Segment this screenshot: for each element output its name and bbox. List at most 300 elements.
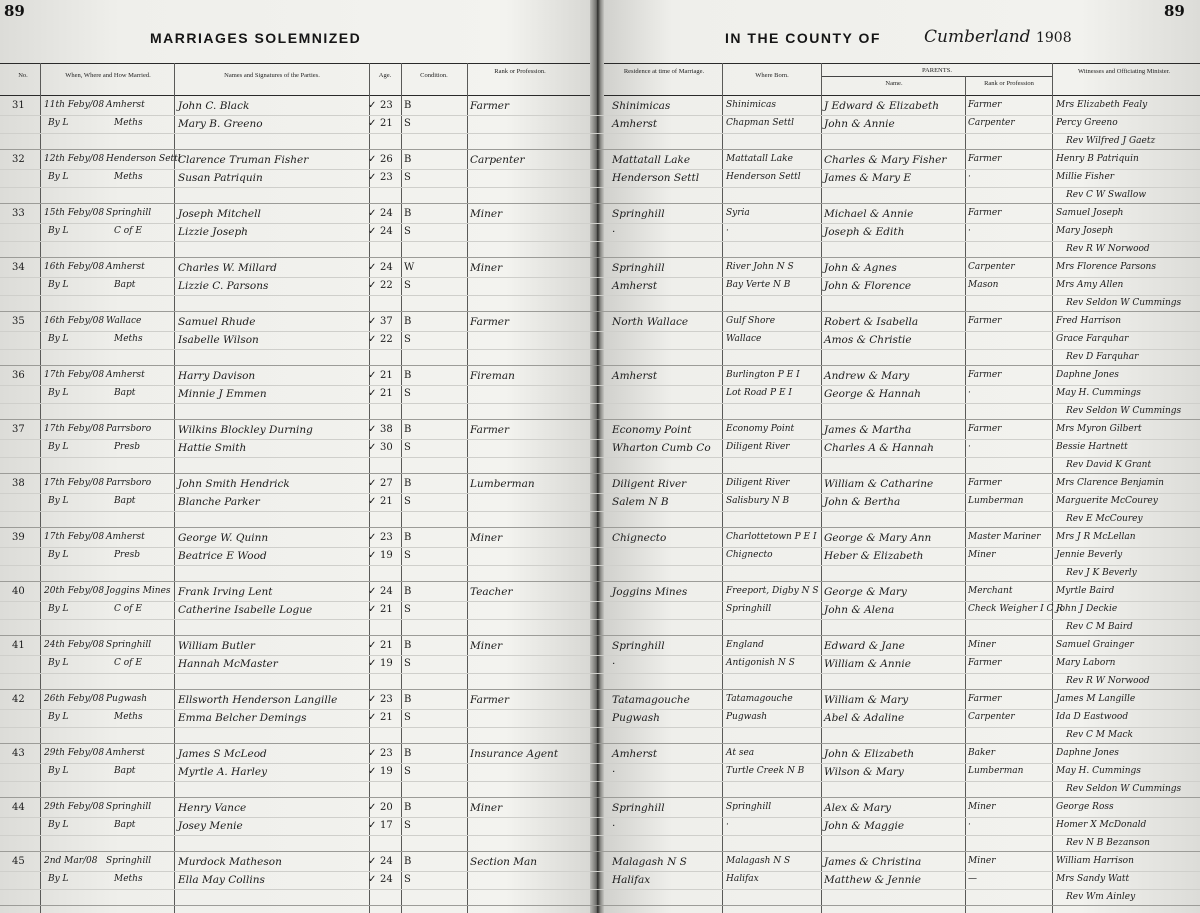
entry-no: 32 xyxy=(12,154,25,165)
entry-groom-cond: B xyxy=(404,640,412,651)
entry-bride-age: 21 xyxy=(380,604,393,615)
entry-bride-cond: S xyxy=(404,388,411,399)
entry-how: By L xyxy=(48,442,69,452)
entry-bride-res: Salem N B xyxy=(612,496,669,508)
age-check-mark: ✓ xyxy=(368,316,377,327)
entry-witness1: Fred Harrison xyxy=(1056,316,1122,326)
entry-groom: Wilkins Blockley Durning xyxy=(178,424,313,436)
entry-groom-born: At sea xyxy=(726,748,755,758)
entry-minister: Rev Seldon W Cummings xyxy=(1066,298,1182,308)
entry-bride-parents: John & Bertha xyxy=(824,496,901,508)
entry-bride-res: · xyxy=(612,766,616,778)
entry-no: 33 xyxy=(12,208,25,219)
age-check-mark: ✓ xyxy=(368,478,377,489)
entry-minister: Rev Wm Ainley xyxy=(1066,892,1136,902)
entry-bride-born: Springhill xyxy=(726,604,772,614)
ruled-line xyxy=(0,727,1200,728)
entry-groom-born: Springhill xyxy=(726,802,772,812)
entry-witness1: Samuel Joseph xyxy=(1056,208,1124,218)
entry-date: 2nd Mar/08 xyxy=(44,856,98,866)
ruled-line xyxy=(0,493,1200,494)
entry-bride-born: Halifax xyxy=(726,874,759,884)
entry-no: 44 xyxy=(12,802,25,813)
entry-groom-age: 24 xyxy=(380,586,393,597)
entry-date: 17th Feby/08 xyxy=(44,424,105,434)
entry-groom-cond: B xyxy=(404,478,412,489)
age-check-mark: ✓ xyxy=(368,532,377,543)
entry-witness1: William Harrison xyxy=(1056,856,1134,866)
entry-bride: Lizzie C. Parsons xyxy=(178,280,269,292)
entry-bride-age: 21 xyxy=(380,496,393,507)
entry-witness2: Ida D Eastwood xyxy=(1056,712,1129,722)
entry-date: 15th Feby/08 xyxy=(44,208,105,218)
entry-place: Henderson Settl xyxy=(106,154,181,164)
entry-groom-parent-rank: Farmer xyxy=(968,154,1002,164)
ruled-line xyxy=(0,871,1200,872)
age-check-mark: ✓ xyxy=(368,802,377,813)
parents-sub-rule xyxy=(822,76,1052,77)
entry-groom-parent-rank: Baker xyxy=(968,748,996,758)
entry-bride-born: Salisbury N B xyxy=(726,496,790,506)
entry-witness2: Jennie Beverly xyxy=(1056,550,1123,560)
entry-bride-parent-rank: Lumberman xyxy=(968,766,1024,776)
entry-denom: C of E xyxy=(114,604,142,614)
entry-groom-cond: B xyxy=(404,748,412,759)
entry-witness2: John J Deckie xyxy=(1056,604,1118,614)
entry-groom-parents: John & Agnes xyxy=(824,262,897,274)
entry-groom-parents: James & Christina xyxy=(824,856,922,868)
ruled-line xyxy=(0,439,1200,440)
entry-witness2: Homer X McDonald xyxy=(1056,820,1147,830)
entry-groom-born: Economy Point xyxy=(726,424,795,434)
entry-groom: Henry Vance xyxy=(178,802,247,814)
ruled-line xyxy=(0,511,1200,512)
entry-groom-res: Amherst xyxy=(612,370,658,382)
entry-witness2: May H. Cummings xyxy=(1056,388,1141,398)
entry-witness1: James M Langille xyxy=(1056,694,1136,704)
entry-date: 17th Feby/08 xyxy=(44,478,105,488)
county-name: Cumberland xyxy=(924,27,1031,47)
header-born: Where Born. xyxy=(755,72,789,79)
entry-how: By L xyxy=(48,388,69,398)
ruled-line xyxy=(0,115,1200,116)
entry-bride-cond: S xyxy=(404,712,411,723)
entry-place: Amherst xyxy=(106,262,145,272)
entry-date: 20th Feby/08 xyxy=(44,586,105,596)
entry-bride: Myrtle A. Harley xyxy=(178,766,268,778)
age-check-mark: ✓ xyxy=(368,694,377,705)
entry-groom-parents: William & Catharine xyxy=(824,478,934,490)
entry-bride-age: 22 xyxy=(380,280,393,291)
entry-minister: Rev C M Baird xyxy=(1066,622,1133,632)
entry-witness1: Henry B Patriquin xyxy=(1056,154,1139,164)
entry-groom-age: 37 xyxy=(380,316,393,327)
register-entry-row xyxy=(0,799,1200,852)
entry-bride-parents: Amos & Christie xyxy=(824,334,912,346)
entry-groom-cond: W xyxy=(404,262,415,273)
entry-place: Springhill xyxy=(106,856,152,866)
entry-bride-born: Henderson Settl xyxy=(726,172,801,182)
entry-date: 26th Feby/08 xyxy=(44,694,105,704)
entry-groom-parents: George & Mary xyxy=(824,586,907,598)
entry-denom: Meths xyxy=(114,874,143,884)
entry-bride: Minnie J Emmen xyxy=(178,388,267,400)
entry-groom-parents: Andrew & Mary xyxy=(824,370,910,382)
entry-groom-parents: Michael & Annie xyxy=(824,208,914,220)
entry-groom-res: Tatamagouche xyxy=(612,694,690,706)
age-check-mark: ✓ xyxy=(368,100,377,111)
entry-minister: Rev C M Mack xyxy=(1066,730,1133,740)
entry-witness1: Daphne Jones xyxy=(1056,748,1119,758)
entry-groom-rank: Farmer xyxy=(470,694,510,706)
entry-bride-res: Henderson Settl xyxy=(612,172,700,184)
ruled-line xyxy=(0,763,1200,764)
entry-groom-born: England xyxy=(726,640,764,650)
entry-denom: Meths xyxy=(114,118,143,128)
entry-groom-rank: Farmer xyxy=(470,100,510,112)
entry-witness2: Percy Greeno xyxy=(1056,118,1118,128)
entry-groom-age: 23 xyxy=(380,532,393,543)
entry-groom-cond: B xyxy=(404,856,412,867)
left-page-number: 89 xyxy=(4,2,25,20)
entry-groom-parents: George & Mary Ann xyxy=(824,532,932,544)
entry-witness2: Grace Farquhar xyxy=(1056,334,1129,344)
age-check-mark: ✓ xyxy=(368,604,377,615)
entry-groom-parent-rank: Farmer xyxy=(968,316,1002,326)
entry-groom-rank: Lumberman xyxy=(470,478,535,490)
entry-bride: Hattie Smith xyxy=(178,442,247,454)
entry-bride-born: Turtle Creek N B xyxy=(726,766,805,776)
entry-how: By L xyxy=(48,550,69,560)
entry-groom-born: Gulf Shore xyxy=(726,316,776,326)
entry-denom: Presb xyxy=(114,550,141,560)
age-check-mark: ✓ xyxy=(368,334,377,345)
header-when: When, Where and How Married. xyxy=(65,72,151,79)
ruled-line xyxy=(0,547,1200,548)
entry-no: 40 xyxy=(12,586,25,597)
entry-bride: Josey Menie xyxy=(178,820,243,832)
entry-groom-born: Freeport, Digby N S xyxy=(726,586,819,596)
entry-groom-rank: Farmer xyxy=(470,316,510,328)
entry-groom: Murdock Matheson xyxy=(178,856,282,868)
entry-bride-age: 21 xyxy=(380,712,393,723)
ruled-line xyxy=(0,835,1200,836)
entry-bride-parent-rank: Mason xyxy=(968,280,999,290)
entry-groom-born: River John N S xyxy=(726,262,794,272)
header-residence: Residence at time of Marriage. xyxy=(623,68,705,75)
entry-bride-res: · xyxy=(612,658,616,670)
entry-no: 42 xyxy=(12,694,25,705)
entry-witness1: Mrs Elizabeth Fealy xyxy=(1056,100,1148,110)
ruled-line xyxy=(0,169,1200,170)
header-witnesses: Witnesses and Officiating Minister. xyxy=(1077,68,1171,75)
entry-date: 17th Feby/08 xyxy=(44,370,105,380)
entry-bride-age: 19 xyxy=(380,658,393,669)
entry-groom-res: Springhill xyxy=(612,262,665,274)
entry-no: 45 xyxy=(12,856,25,867)
entry-groom-parents: William & Mary xyxy=(824,694,909,706)
header-top-rule-right xyxy=(604,63,1200,64)
left-page-title: MARRIAGES SOLEMNIZED xyxy=(150,30,362,46)
entry-groom-rank: Farmer xyxy=(470,424,510,436)
entry-bride-cond: S xyxy=(404,172,411,183)
entry-bride-parent-rank: Miner xyxy=(968,550,996,560)
entry-bride-born: Lot Road P E I xyxy=(726,388,792,398)
entry-groom-parent-rank: Miner xyxy=(968,640,996,650)
entry-minister: Rev R W Norwood xyxy=(1066,676,1150,686)
register-entry-row xyxy=(0,151,1200,204)
entry-groom-age: 20 xyxy=(380,802,393,813)
entry-bride-parents: William & Annie xyxy=(824,658,911,670)
entry-bride-born: Wallace xyxy=(726,334,762,344)
entry-groom-res: Economy Point xyxy=(612,424,692,436)
entry-place: Wallace xyxy=(106,316,142,326)
ruled-line xyxy=(0,241,1200,242)
entry-how: By L xyxy=(48,712,69,722)
entry-place: Parrsboro xyxy=(106,478,152,488)
entry-groom-born: Shinimicas xyxy=(726,100,776,110)
entry-how: By L xyxy=(48,496,69,506)
entry-bride-parent-rank: · xyxy=(968,172,971,182)
entry-groom-age: 23 xyxy=(380,694,393,705)
entry-groom-age: 23 xyxy=(380,100,393,111)
entry-bride-age: 30 xyxy=(380,442,393,453)
entry-bride-parents: John & Florence xyxy=(824,280,912,292)
entry-groom: John Smith Hendrick xyxy=(178,478,290,490)
ruled-line xyxy=(0,817,1200,818)
age-check-mark: ✓ xyxy=(368,154,377,165)
register-year: 1908 xyxy=(1035,30,1072,46)
ruled-line xyxy=(0,295,1200,296)
entry-bride-born: Bay Verte N B xyxy=(726,280,791,290)
age-check-mark: ✓ xyxy=(368,496,377,507)
entry-bride-parent-rank: · xyxy=(968,226,971,236)
entry-groom-parent-rank: Carpenter xyxy=(968,262,1015,272)
entry-bride-cond: S xyxy=(404,604,411,615)
entry-bride-age: 19 xyxy=(380,550,393,561)
age-check-mark: ✓ xyxy=(368,820,377,831)
entry-groom-rank: Teacher xyxy=(470,586,513,598)
entry-minister: Rev E McCourey xyxy=(1066,514,1143,524)
age-check-mark: ✓ xyxy=(368,550,377,561)
entry-bride-res: Wharton Cumb Co xyxy=(612,442,711,454)
entry-bride-parents: Charles A & Hannah xyxy=(824,442,934,454)
entry-bride-parent-rank: · xyxy=(968,442,971,452)
entry-witness1: Mrs J R McLellan xyxy=(1056,532,1136,542)
entry-bride-cond: S xyxy=(404,820,411,831)
entry-denom: Meths xyxy=(114,712,143,722)
entry-groom-res: Springhill xyxy=(612,208,665,220)
entry-groom-born: Diligent River xyxy=(726,478,790,488)
age-check-mark: ✓ xyxy=(368,172,377,183)
age-check-mark: ✓ xyxy=(368,874,377,885)
entry-place: Amherst xyxy=(106,532,145,542)
age-check-mark: ✓ xyxy=(368,766,377,777)
entry-groom-age: 23 xyxy=(380,748,393,759)
entry-no: 35 xyxy=(12,316,25,327)
entry-groom-born: Charlottetown P E I xyxy=(726,532,817,542)
entry-bride-res: Pugwash xyxy=(612,712,660,724)
entry-witness1: Daphne Jones xyxy=(1056,370,1119,380)
entry-date: 12th Feby/08 xyxy=(44,154,105,164)
entry-groom-parents: John & Elizabeth xyxy=(824,748,915,760)
entry-witness2: Mary Laborn xyxy=(1056,658,1116,668)
entry-bride-born: · xyxy=(726,226,729,236)
entry-bride-parent-rank: Check Weigher I C R xyxy=(968,604,1064,614)
entry-denom: Bapt xyxy=(114,766,136,776)
entry-groom-cond: B xyxy=(404,316,412,327)
entry-minister: Rev R W Norwood xyxy=(1066,244,1150,254)
register-entry-row xyxy=(0,745,1200,798)
entry-groom-res: Mattatall Lake xyxy=(612,154,691,166)
entry-how: By L xyxy=(48,280,69,290)
age-check-mark: ✓ xyxy=(368,442,377,453)
entry-bride-age: 21 xyxy=(380,118,393,129)
entry-bride-parent-rank: Carpenter xyxy=(968,118,1015,128)
header-bottom-rule xyxy=(0,95,590,96)
entry-bride-parents: John & Alena xyxy=(824,604,895,616)
entry-place: Parrsboro xyxy=(106,424,152,434)
entry-groom-age: 38 xyxy=(380,424,393,435)
header-no: No. xyxy=(18,72,28,79)
entry-bride-cond: S xyxy=(404,118,411,129)
entry-groom-cond: B xyxy=(404,424,412,435)
entry-groom-rank: Section Man xyxy=(470,856,538,868)
entry-groom-age: 24 xyxy=(380,856,393,867)
entry-groom: Joseph Mitchell xyxy=(178,208,261,220)
entry-witness2: Bessie Hartnett xyxy=(1056,442,1128,452)
entry-groom-rank: Miner xyxy=(470,262,503,274)
entry-bride-cond: S xyxy=(404,442,411,453)
entry-bride-parent-rank: Lumberman xyxy=(968,496,1024,506)
entry-bride-res: Amherst xyxy=(612,280,658,292)
entry-bride-res: · xyxy=(612,226,616,238)
entry-groom-parent-rank: Farmer xyxy=(968,100,1002,110)
header-bottom-rule-right xyxy=(604,95,1200,96)
entry-minister: Rev Seldon W Cummings xyxy=(1066,784,1182,794)
entry-witness1: Myrtle Baird xyxy=(1056,586,1115,596)
entry-bride-parents: George & Hannah xyxy=(824,388,921,400)
entry-groom-parent-rank: Farmer xyxy=(968,370,1002,380)
entry-bride: Ella May Collins xyxy=(178,874,265,886)
right-page-title: IN THE COUNTY OF xyxy=(725,30,881,46)
right-page-number: 89 xyxy=(1164,2,1185,20)
entry-groom-rank: Miner xyxy=(470,802,503,814)
entry-groom: William Butler xyxy=(178,640,255,652)
entry-witness2: Mary Joseph xyxy=(1056,226,1114,236)
entry-groom-cond: B xyxy=(404,532,412,543)
entry-bride-parent-rank: · xyxy=(968,388,971,398)
entry-date: 24th Feby/08 xyxy=(44,640,105,650)
entry-groom-born: Burlington P E I xyxy=(726,370,800,380)
entry-date: 17th Feby/08 xyxy=(44,532,105,542)
entry-bride-age: 19 xyxy=(380,766,393,777)
entry-minister: Rev C W Swallow xyxy=(1066,190,1147,200)
age-check-mark: ✓ xyxy=(368,208,377,219)
entry-place: Springhill xyxy=(106,640,152,650)
entry-groom-parent-rank: Miner xyxy=(968,802,996,812)
header-parents-name: Name. xyxy=(885,80,903,87)
entry-date: 11th Feby/08 xyxy=(44,100,105,110)
entry-bride-cond: S xyxy=(404,766,411,777)
entry-bride: Susan Patriquin xyxy=(178,172,263,184)
entry-denom: Bapt xyxy=(114,388,136,398)
entry-groom: Ellsworth Henderson Langille xyxy=(178,694,338,706)
age-check-mark: ✓ xyxy=(368,262,377,273)
entry-witness1: Samuel Grainger xyxy=(1056,640,1134,650)
entry-bride-res: · xyxy=(612,820,616,832)
entry-no: 41 xyxy=(12,640,25,651)
entry-how: By L xyxy=(48,604,69,614)
entry-no: 36 xyxy=(12,370,25,381)
entry-groom-res: Diligent River xyxy=(612,478,687,490)
entry-place: Amherst xyxy=(106,748,145,758)
entry-denom: Meths xyxy=(114,172,143,182)
ruled-line xyxy=(0,403,1200,404)
entry-groom: Harry Davison xyxy=(178,370,256,382)
entry-witness2: Mrs Sandy Watt xyxy=(1056,874,1130,884)
entry-bride-born: Chignecto xyxy=(726,550,773,560)
entry-groom-res: North Wallace xyxy=(612,316,689,328)
entry-minister: Rev David K Grant xyxy=(1066,460,1152,470)
ruled-line xyxy=(0,133,1200,134)
entry-place: Springhill xyxy=(106,802,152,812)
entry-witness2: Marguerite McCourey xyxy=(1056,496,1158,506)
entry-denom: C of E xyxy=(114,226,142,236)
entry-bride-age: 24 xyxy=(380,226,393,237)
entry-bride-age: 22 xyxy=(380,334,393,345)
entry-groom-parent-rank: Farmer xyxy=(968,478,1002,488)
header-parents: PARENTS. xyxy=(922,67,952,74)
entry-bride-cond: S xyxy=(404,496,411,507)
entry-bride-parents: Abel & Adaline xyxy=(824,712,905,724)
header-parents-rank: Rank or Profession xyxy=(984,80,1034,87)
age-check-mark: ✓ xyxy=(368,748,377,759)
entry-groom: John C. Black xyxy=(178,100,250,112)
entry-groom-parents: J Edward & Elizabeth xyxy=(824,100,940,112)
age-check-mark: ✓ xyxy=(368,370,377,381)
age-check-mark: ✓ xyxy=(368,280,377,291)
entry-bride-cond: S xyxy=(404,280,411,291)
entry-groom-parents: Edward & Jane xyxy=(824,640,905,652)
entry-minister: Rev Wilfred J Gaetz xyxy=(1066,136,1156,146)
register-entry-row xyxy=(0,367,1200,420)
entry-how: By L xyxy=(48,874,69,884)
age-check-mark: ✓ xyxy=(368,118,377,129)
entry-bride-cond: S xyxy=(404,658,411,669)
entry-denom: Bapt xyxy=(114,280,136,290)
age-check-mark: ✓ xyxy=(368,658,377,669)
entry-groom: Charles W. Millard xyxy=(178,262,277,274)
entry-groom-parent-rank: Master Mariner xyxy=(968,532,1041,542)
register-entry-row xyxy=(0,853,1200,906)
ruled-line xyxy=(0,655,1200,656)
entry-witness2: Millie Fisher xyxy=(1056,172,1115,182)
entry-groom-res: Springhill xyxy=(612,640,665,652)
register-entry-row xyxy=(0,583,1200,636)
register-entry-row xyxy=(0,313,1200,366)
entry-groom-age: 24 xyxy=(380,208,393,219)
ruled-line xyxy=(0,889,1200,890)
header-names: Names and Signatures of the Parties. xyxy=(224,72,320,79)
entry-how: By L xyxy=(48,172,69,182)
entry-witness1: George Ross xyxy=(1056,802,1114,812)
header-rank: Rank or Profession. xyxy=(494,68,546,75)
entry-no: 31 xyxy=(12,100,25,111)
entry-no: 39 xyxy=(12,532,25,543)
ruled-line xyxy=(0,565,1200,566)
entry-bride-parents: Joseph & Edith xyxy=(824,226,905,238)
